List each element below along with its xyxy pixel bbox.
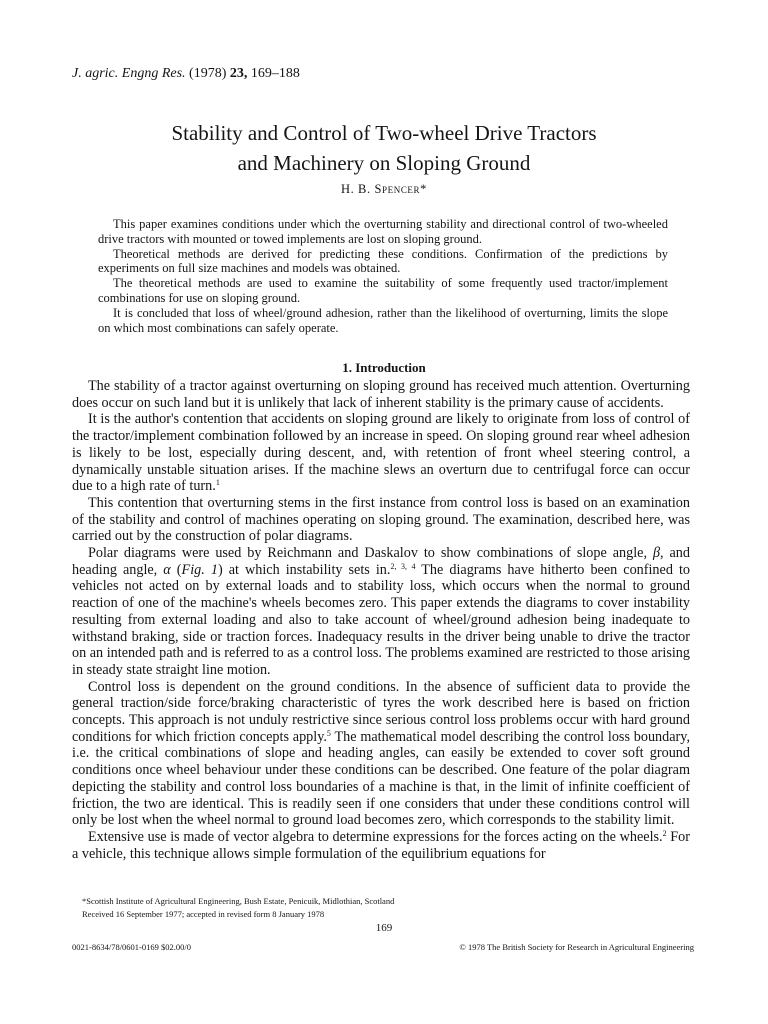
author-footnote-mark: *: [420, 182, 427, 196]
body-paragraph-4: [72, 545, 690, 679]
abstract-paragraph: The theoretical methods are used to examine the suitability of some frequently used tractor/implement combinations for use on sloping ground.: [98, 276, 668, 305]
body-text-span: Control loss is dependent on the ground conditions. In the absence of sufficient data to provide the general traction/side force/braking characteristic of tyres the work described here is based on friction concepts. This approach is not unduly restrictive since serious control loss problems occur with hard ground conditions for which friction concepts apply.: [72, 678, 690, 745]
abstract-paragraph: This paper examines conditions under which the overturning stability and directional control of two-wheeled drive tractors with mounted or towed implements are lost on sloping ground.: [98, 217, 668, 246]
journal-citation: [72, 66, 300, 82]
body-paragraph-5: [72, 679, 690, 829]
reference-superscript: 1: [215, 478, 220, 488]
body-text-span: (: [170, 561, 182, 578]
author-surname: Spencer: [374, 182, 421, 196]
body-text-span: ) at which instability sets in.: [217, 561, 391, 578]
body-text-span: For a vehicle, this technique allows simple formulation of the equilibrium equations for: [72, 828, 690, 862]
body-paragraph-6: [72, 829, 690, 862]
body-text-span: The diagrams have hitherto been confined to vehicles not acted on by external loads and to stability loss, which occurs when the normal to ground reaction of one of the machine's wheels becomes zero. This paper extends the diagrams to cover instability resulting from external loading and also to take account of wheel/ground adhesion being inadequate to withstand braking, side or traction forces. Inadequacy results in the driver being unable to drive the tractor on an intended path and is referred to as a control loss. The problems examined are restricted to those arising in steady state straight line motion.: [72, 561, 691, 678]
author-line: [0, 182, 768, 197]
paper-title-line-2: and Machinery on Sloping Ground: [237, 151, 531, 175]
reference-superscript: 2, 3, 4: [390, 561, 416, 571]
page-number: 169: [375, 922, 393, 934]
journal-name: J. agric. Engng Res.: [72, 66, 186, 81]
abstract: [98, 217, 668, 335]
received-date-note: Received 16 September 1977; accepted in revised form 8 January 1978: [82, 909, 325, 919]
footnote-block: [82, 895, 394, 921]
paper-title: [60, 118, 708, 178]
issn-code: 0021-8634/78/0601-0169 $02.00/0: [72, 942, 191, 952]
body-text-span: Extensive use is made of vector algebra to determine expressions for the forces acting on the wheels.: [88, 828, 663, 845]
affiliation-footnote: *Scottish Institute of Agricultural Engineering, Bush Estate, Penicuik, Midlothian, Scotland: [82, 896, 395, 906]
copyright-notice: © 1978 The British Society for Research in Agricultural Engineering: [459, 942, 694, 952]
abstract-paragraph: Theoretical methods are derived for predicting these conditions. Confirmation of the predictions by experiments on full size machines and models was obtained.: [98, 246, 668, 276]
section-heading: 1. Introduction: [342, 360, 426, 375]
paper-title-line-1: Stability and Control of Two-wheel Drive Tractors: [171, 121, 597, 145]
beta-symbol: β: [652, 545, 661, 562]
body-text-span: , and heading angle,: [72, 545, 690, 578]
journal-pages: 169–188: [250, 66, 300, 81]
body-paragraph-2-text: It is the author's contention that accidents on sloping ground are likely to originate from loss of control of the tractor/implement combination followed by an increase in speed. On sloping ground rear wheel adhesion is likely to be lost, especially during descent, and, with retention of front wheel steering control, a dynamically unstable situation arises. If the machine slews an overturn due to centrifugal force can occur due to a high rate of turn.: [72, 411, 690, 495]
reference-superscript: 2: [662, 828, 667, 838]
body-paragraph-1: The stability of a tractor against overturning on sloping ground has received much attention. Overturning does occur on such land but it is unlikely that lack of inherent stability is the primary cause of accidents.: [72, 378, 690, 411]
body-paragraph-3: This contention that overturning stems in the first instance from control loss is based on an examination of the stability and control of machines operating on sloping ground. The examination, described here, was carried out by the construction of polar diagrams.: [72, 494, 690, 545]
body-paragraph-2: [72, 411, 690, 495]
alpha-symbol: α: [163, 561, 171, 578]
body-text-span: Polar diagrams were used by Reichmann and Daskalov to show combinations of slope angle,: [88, 545, 653, 562]
body-text-span: The mathematical model describing the control loss boundary, i.e. the critical combinations of slope and heading angles, can easily be extended to cover soft ground conditions once wheel behaviour under these conditions can be described. One feature of the polar diagram depicting the stability and control loss boundaries of a machine is that, in the limit of infinite coefficient of friction, the two are identical. This is readily seen if one considers that under these conditions control will only be lost when the wheel normal to ground load becomes zero, which corresponds to the stability limit.: [72, 728, 690, 829]
abstract-paragraph: It is concluded that loss of wheel/ground adhesion, rather than the likelihood of overturning, limits the slope on which most combinations can safely operate.: [98, 305, 668, 335]
figure-reference: Fig. 1: [181, 561, 218, 578]
author-initials: H. B.: [340, 182, 371, 196]
body-text: [72, 378, 690, 862]
journal-year: (1978): [189, 66, 227, 81]
journal-volume: 23,: [229, 66, 248, 81]
reference-superscript: 5: [326, 728, 331, 738]
